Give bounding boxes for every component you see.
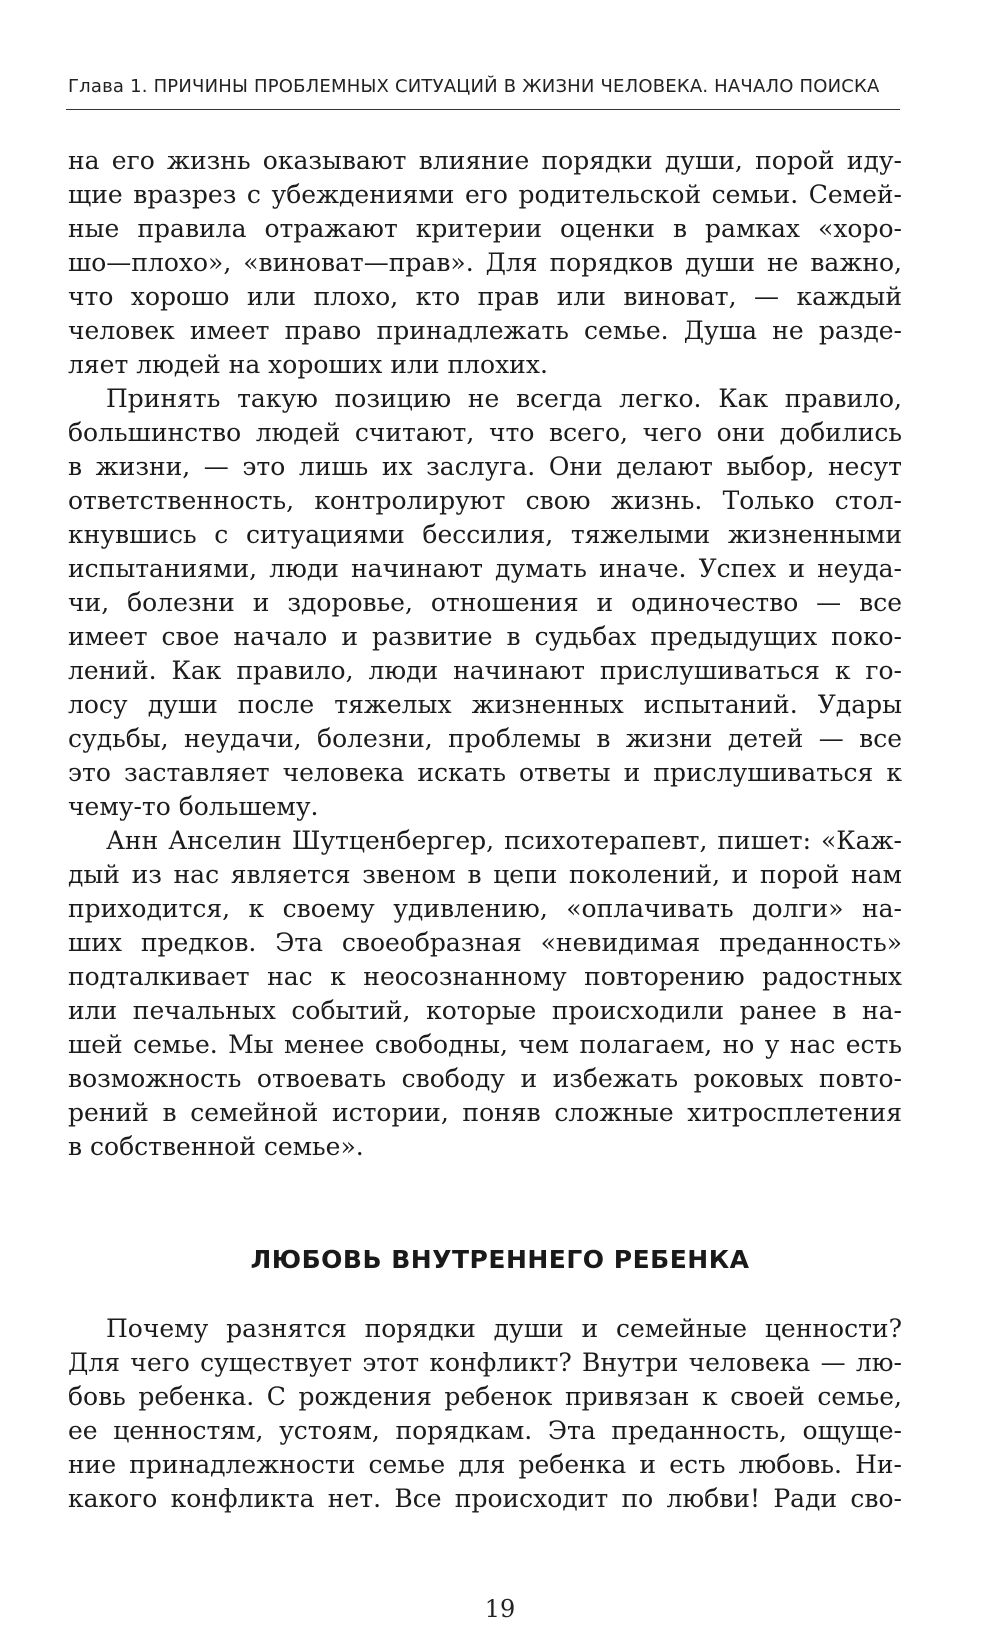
paragraph-first-line: Почему разнятся порядки души и семейные ценности?	[106, 1314, 902, 1343]
text-line: это заставляет человека искать ответы и прислушиваться к	[68, 758, 902, 787]
text-block-1	[68, 144, 902, 1164]
text-line: судьбы, неудачи, болезни, проблемы в жизни детей — все	[68, 724, 902, 753]
text-line: щие вразрез с убеждениями его родительской семьи. Семей-	[68, 180, 902, 209]
text-line: или печальных событий, которые происходили ранее в на-	[68, 996, 902, 1025]
text-line: Для чего существует этот конфликт? Внутри человека — лю-	[68, 1348, 902, 1377]
text-line: испытаниями, люди начинают думать иначе. Успех и неуда-	[68, 554, 902, 583]
text-line: рений в семейной истории, поняв сложные хитросплетения	[68, 1098, 902, 1127]
paragraph-first-line: Принять такую позицию не всегда легко. Как правило,	[106, 384, 902, 413]
text-line: чи, болезни и здоровье, отношения и одиночество — все	[68, 588, 902, 617]
text-line: большинство людей считают, что всего, чего они добились	[68, 418, 902, 447]
text-line: лосу души после тяжелых жизненных испытаний. Удары	[68, 690, 902, 719]
text-line: чему-то большему.	[68, 792, 319, 821]
text-line: возможность отвоевать свободу и избежать роковых повто-	[68, 1064, 902, 1093]
paragraph-first-line: Анн Анселин Шутценбергер, психотерапевт, пишет: «Каж-	[106, 826, 902, 855]
text-line: ляет людей на хороших или плохих.	[68, 350, 548, 379]
text-line: лений. Как правило, люди начинают прислушиваться к го-	[68, 656, 902, 685]
text-line: ее ценностям, устоям, порядкам. Эта преданность, ощуще-	[68, 1416, 902, 1445]
text-line: ние принадлежности семье для ребенка и есть любовь. Ни-	[68, 1450, 902, 1479]
text-line: ответственность, контролируют свою жизнь. Только стол-	[68, 486, 902, 515]
text-line: приходится, к своему удивлению, «оплачивать долги» на-	[68, 894, 902, 923]
running-head: Глава 1. ПРИЧИНЫ ПРОБЛЕМНЫХ СИТУАЦИЙ В ЖИЗНИ ЧЕЛОВЕКА. НАЧАЛО ПОИСКА	[68, 76, 880, 97]
text-line: какого конфликта нет. Все происходит по любви! Ради сво-	[68, 1484, 902, 1513]
header-rule	[66, 109, 900, 110]
text-line: подталкивает нас к неосознанному повторению радостных	[68, 962, 902, 991]
text-line: дый из нас является звеном в цепи поколений, и порой нам	[68, 860, 902, 889]
page-number: 19	[484, 1595, 516, 1623]
text-block-2	[68, 1312, 902, 1516]
text-line: шей семье. Мы менее свободны, чем полагаем, но у нас есть	[68, 1030, 902, 1059]
text-line: ные правила отражают критерии оценки в рамках «хоро-	[68, 214, 902, 243]
section-heading: ЛЮБОВЬ ВНУТРЕННЕГО РЕБЕНКА	[250, 1245, 750, 1274]
text-line: кнувшись с ситуациями бессилия, тяжелыми жизненными	[68, 520, 902, 549]
text-line: ших предков. Эта своеобразная «невидимая преданность»	[68, 928, 902, 957]
text-line: на его жизнь оказывают влияние порядки души, порой иду-	[68, 146, 902, 175]
text-line: шо—плохо», «виноват—прав». Для порядков души не важно,	[68, 248, 902, 277]
text-line: что хорошо или плохо, кто прав или виноват, — каждый	[68, 282, 902, 311]
text-line: бовь ребенка. С рождения ребенок привязан к своей семье,	[68, 1382, 902, 1411]
text-line: в собственной семье».	[68, 1132, 364, 1161]
text-line: имеет свое начало и развитие в судьбах предыдущих поко-	[68, 622, 902, 651]
text-line: человек имеет право принадлежать семье. Душа не разде-	[68, 316, 902, 345]
text-line: в жизни, — это лишь их заслуга. Они делают выбор, несут	[68, 452, 902, 481]
